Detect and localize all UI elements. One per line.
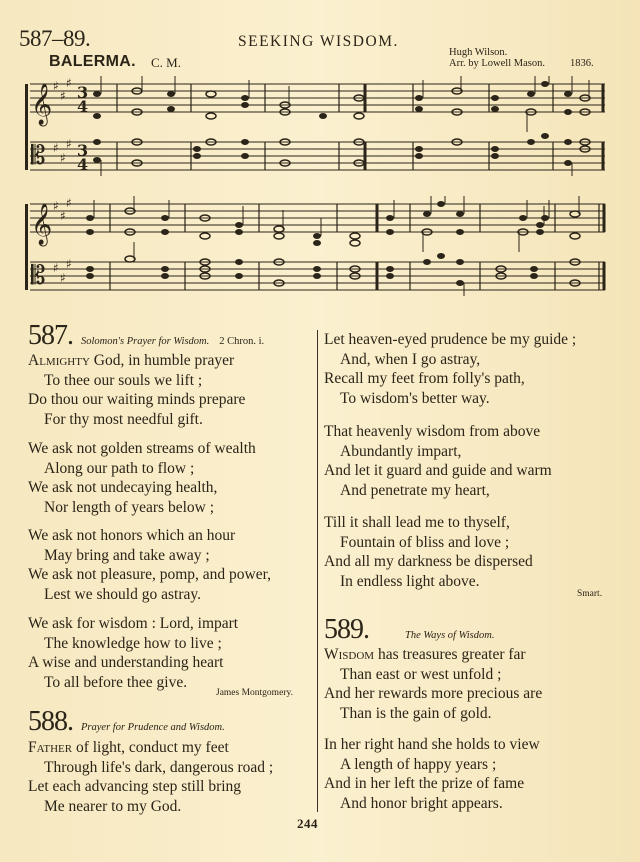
verse-line: Let heaven-eyed prudence be my guide ;: [324, 331, 577, 348]
verse-line: We ask not golden streams of wealth: [28, 440, 256, 457]
svg-text:♯: ♯: [53, 199, 59, 213]
svg-text:♯: ♯: [66, 196, 72, 210]
verse-line: Along our path to flow ;: [44, 459, 195, 477]
svg-text:𝄞: 𝄞: [31, 84, 53, 125]
verse-line: Nor length of years below ;: [44, 498, 215, 516]
verse-line: In her right hand she holds to view: [324, 736, 540, 753]
hymn-588-stanza-2: [324, 330, 576, 408]
hymn-number-range: 587–89.: [19, 26, 91, 51]
hymn-589-stanza-1: [324, 645, 542, 723]
hymn-587-stanza-4: [28, 614, 238, 692]
hymn-title: Prayer for Prudence and Wisdom.: [81, 722, 225, 733]
verse-line: We ask not honors which an hour: [28, 527, 236, 544]
hymn-number: 589.: [324, 614, 369, 645]
svg-text:𝄡: 𝄡: [31, 141, 46, 171]
svg-text:♯: ♯: [60, 89, 66, 103]
hymn-author: Smart.: [577, 589, 603, 599]
svg-text:♯: ♯: [60, 151, 66, 165]
svg-text:♯: ♯: [53, 79, 59, 93]
hymn-588-stanza-4: [324, 513, 533, 591]
composer-name: Hugh Wilson.: [449, 47, 508, 58]
svg-text:3: 3: [77, 141, 89, 160]
verse-line: Almighty God, in humble prayer: [28, 352, 235, 369]
composition-year: 1836.: [570, 58, 594, 69]
verse-line: And let it guard and guide and warm: [324, 462, 552, 479]
verse-line: Than is the gain of gold.: [340, 704, 492, 722]
verse-line: Father of light, conduct my feet: [28, 739, 229, 756]
svg-text:𝄞: 𝄞: [31, 204, 53, 245]
verse-line: Wisdom has treasures greater far: [324, 646, 526, 663]
hymn-587-heading: [28, 320, 264, 352]
hymn-title: Solomon's Prayer for Wisdom.: [81, 336, 210, 347]
verse-line: To wisdom's better way.: [340, 389, 490, 407]
svg-text:♯: ♯: [66, 137, 72, 151]
verse-line: We ask not undecaying health,: [28, 479, 218, 496]
verse-line: In endless light above.: [340, 572, 480, 590]
hymn-587-stanza-3: [28, 526, 271, 604]
hymn-589-heading: [324, 614, 494, 646]
hymn-number: 587.: [28, 320, 73, 351]
verse-line: A length of happy years ;: [340, 755, 497, 773]
sheet-music-staff-icon: [25, 76, 610, 178]
verse-line: Through life's dark, dangerous road ;: [44, 758, 274, 776]
verse-line: For thy most needful gift.: [44, 410, 203, 428]
hymn-589-stanza-2: [324, 735, 540, 813]
verse-line: The knowledge how to live ;: [44, 634, 222, 652]
verse-line: And in her left the prize of fame: [324, 775, 525, 792]
meter: C. M.: [151, 55, 181, 70]
verse-line: That heavenly wisdom from above: [324, 423, 541, 440]
svg-text:♯: ♯: [66, 76, 72, 90]
svg-text:3: 3: [77, 83, 89, 102]
scripture-reference: 2 Chron. i.: [219, 336, 265, 347]
verse-line: And, when I go astray,: [340, 350, 481, 368]
verse-line: And honor bright appears.: [340, 794, 503, 812]
svg-text:4: 4: [77, 155, 89, 174]
sheet-music-staff-icon: [25, 196, 610, 298]
svg-text:♯: ♯: [53, 261, 59, 275]
svg-text:𝄡: 𝄡: [31, 261, 46, 291]
hymn-author: James Montgomery.: [216, 688, 293, 698]
hymn-588-heading: [28, 706, 225, 738]
verse-line: Fountain of bliss and love ;: [340, 533, 510, 551]
verse-line: A wise and understanding heart: [28, 654, 224, 671]
svg-text:♯: ♯: [53, 141, 59, 155]
svg-text:♯: ♯: [60, 209, 66, 223]
hymn-587-stanza-2: [28, 439, 256, 517]
verse-line: To thee our souls we lift ;: [44, 371, 203, 389]
verse-line: Than east or west unfold ;: [340, 665, 502, 683]
arranger-name: Arr. by Lowell Mason.: [449, 58, 545, 69]
verse-line: Me nearer to my God.: [44, 797, 182, 815]
hymn-title: The Ways of Wisdom.: [405, 630, 495, 641]
column-divider: [317, 330, 318, 812]
hymn-588-stanza-1: [28, 738, 273, 816]
verse-line: May bring and take away ;: [44, 546, 210, 564]
svg-text:4: 4: [77, 97, 89, 116]
verse-line: Recall my feet from folly's path,: [324, 370, 525, 387]
verse-line: And penetrate my heart,: [340, 481, 490, 499]
verse-line: We ask not pleasure, pomp, and power,: [28, 566, 272, 583]
page-number: 244: [297, 816, 318, 831]
hymn-587-stanza-1: [28, 351, 245, 429]
svg-text:♯: ♯: [66, 257, 72, 271]
composer-credit: [449, 47, 545, 69]
section-title: SEEKING WISDOM.: [238, 33, 399, 50]
music-system-1: [25, 76, 610, 178]
verse-line: Lest we should go astray.: [44, 585, 201, 603]
tune-name: BALERMA.: [49, 53, 136, 70]
verse-line: To all before thee give.: [44, 673, 188, 691]
verse-line: Abundantly impart,: [340, 442, 462, 460]
verse-line: Let each advancing step still bring: [28, 778, 242, 795]
hymn-588-stanza-3: [324, 422, 552, 500]
hymn-number: 588.: [28, 706, 73, 737]
verse-line: Do thou our waiting minds prepare: [28, 391, 246, 408]
verse-line: Till it shall lead me to thyself,: [324, 514, 510, 531]
svg-text:♯: ♯: [60, 271, 66, 285]
music-system-2: [25, 196, 610, 298]
verse-line: And her rewards more precious are: [324, 685, 543, 702]
verse-line: And all my darkness be dispersed: [324, 553, 533, 570]
verse-line: We ask for wisdom : Lord, impart: [28, 615, 239, 632]
